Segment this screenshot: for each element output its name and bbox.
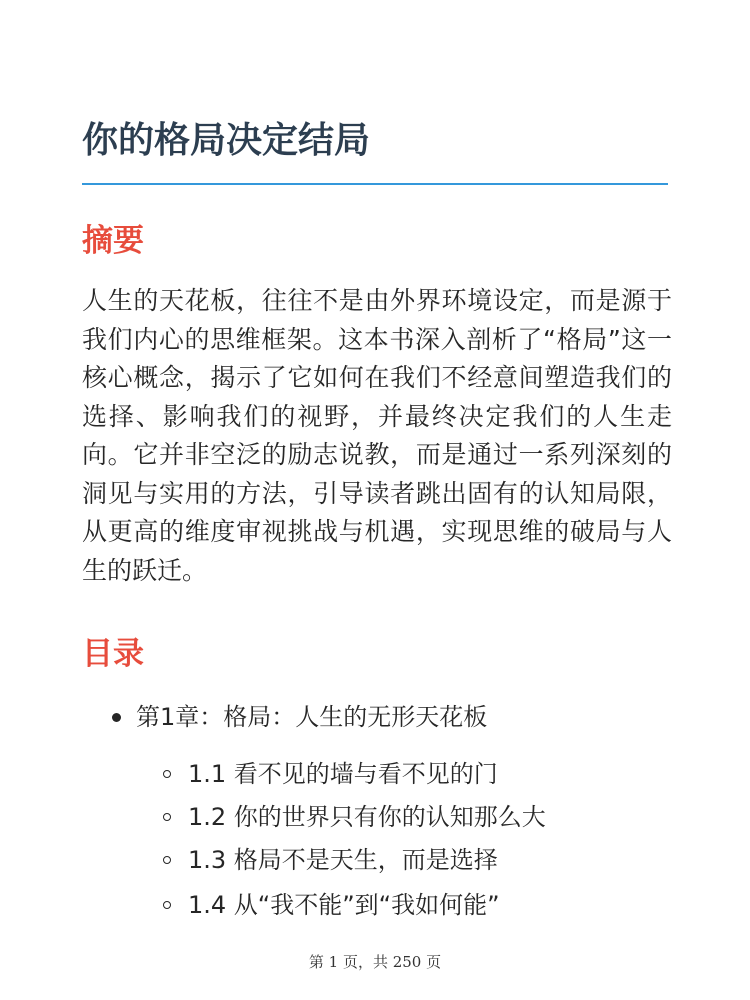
bullet-circle-icon (163, 770, 171, 778)
toc-section-label: 1.3 格局不是天生，而是选择 (188, 846, 498, 874)
bullet-disc-icon (112, 713, 121, 722)
toc-section-label: 1.1 看不见的墙与看不见的门 (188, 760, 498, 788)
title-divider (82, 183, 668, 185)
toc-heading: 目录 (82, 636, 144, 672)
toc-section-label: 1.2 你的世界只有你的认知那么大 (188, 803, 546, 831)
bullet-circle-icon (163, 813, 171, 821)
bullet-circle-icon (163, 901, 171, 909)
page-footer: 第 1 页，共 250 页 (308, 953, 442, 971)
bullet-circle-icon (163, 856, 171, 864)
toc-chapter-label: 第1章：格局：人生的无形天花板 (136, 703, 488, 731)
toc-section-label: 1.4 从“我不能”到“我如何能” (188, 891, 500, 919)
abstract-text: 人生的天花板，往往不是由外界环境设定，而是源于我们内心的思维框架。这本书深入剖析了“格局”这一核心概念，揭示了它如何在我们不经意间塑造我们的选择、影响我们的视野，并最终决定我们的人生走向。它并非空泛的励志说教，而是通过一系列深刻的洞见与实用的方法，引导读者跳出固有的认知局限，从更高的维度审视挑战与机遇，实现思维的破局与人生的跃迁。 (82, 286, 672, 585)
document-title: 你的格局决定结局 (82, 120, 371, 161)
abstract-heading: 摘要 (82, 223, 144, 259)
